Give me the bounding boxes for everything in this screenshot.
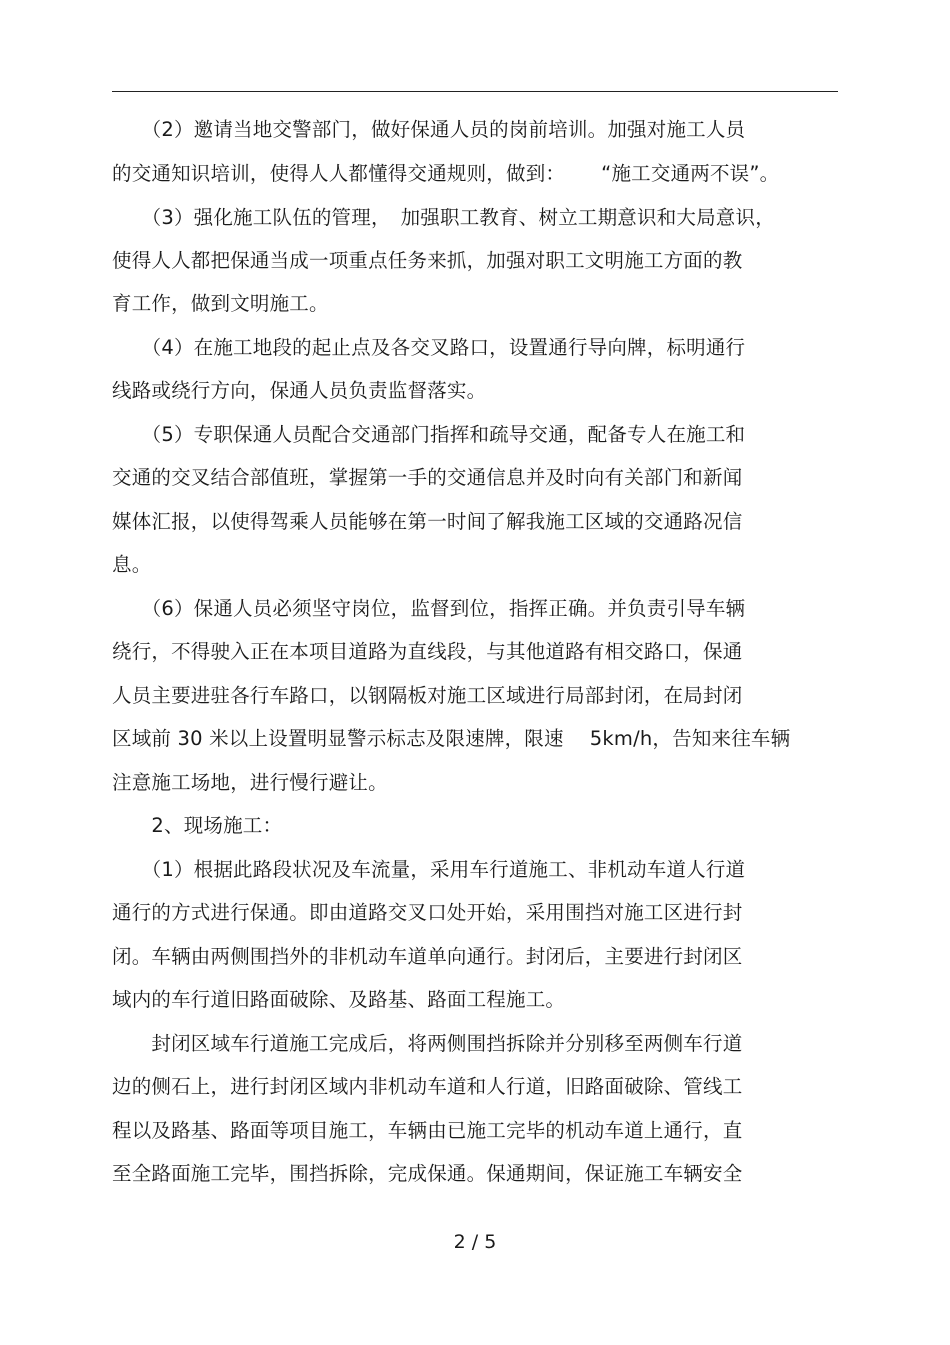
text-line: 通行的方式进行保通。即由道路交叉口处开始，采用围挡对施工区进行封 bbox=[112, 901, 743, 924]
page-number: 2 / 5 bbox=[453, 1231, 497, 1253]
text-line: （4）在施工地段的起止点及各交叉路口，设置通行导向牌，标明通行 bbox=[112, 336, 746, 359]
text-line: （6）保通人员必须坚守岗位，监督到位，指挥正确。并负责引导车辆 bbox=[112, 597, 746, 620]
text-line: （3）强化施工队伍的管理， 加强职工教育、树立工期意识和大局意识， bbox=[112, 206, 775, 229]
header-rule bbox=[112, 91, 838, 92]
text-line: （5）专职保通人员配合交通部门指挥和疏导交通，配备专人在施工和 bbox=[112, 423, 746, 446]
text-line: 交通的交叉结合部值班，掌握第一手的交通信息并及时向有关部门和新闻 bbox=[112, 466, 743, 489]
text-line: 至全路面施工完毕，围挡拆除，完成保通。保通期间，保证施工车辆安全 bbox=[112, 1162, 743, 1185]
text-line: 的交通知识培训，使得人人都懂得交通规则，做到： “施工交通两不误”。 bbox=[112, 162, 780, 185]
text-line: 边的侧石上，进行封闭区域内非机动车道和人行道，旧路面破除、管线工 bbox=[112, 1075, 743, 1098]
text-line: 育工作，做到文明施工。 bbox=[112, 292, 329, 315]
text-line: 注意施工场地，进行慢行避让。 bbox=[112, 771, 388, 794]
text-line: 媒体汇报，以使得驾乘人员能够在第一时间了解我施工区域的交通路况信 bbox=[112, 510, 743, 533]
text-line: 区域前 30 米以上设置明显警示标志及限速牌，限速 5km/h，告知来往车辆 bbox=[112, 727, 791, 750]
text-line: 封闭区域车行道施工完成后，将两侧围挡拆除并分别移至两侧车行道 bbox=[112, 1032, 743, 1055]
text-line: 人员主要进驻各行车路口，以钢隔板对施工区域进行局部封闭，在局封闭 bbox=[112, 684, 743, 707]
text-line: （1）根据此路段状况及车流量，采用车行道施工、非机动车道人行道 bbox=[112, 858, 746, 881]
text-line: 线路或绕行方向，保通人员负责监督落实。 bbox=[112, 379, 487, 402]
text-line: 息。 bbox=[112, 553, 152, 576]
text-line: 2、现场施工： bbox=[112, 814, 283, 837]
text-line: 域内的车行道旧路面破除、及路基、路面工程施工。 bbox=[112, 988, 566, 1011]
text-line: 使得人人都把保通当成一项重点任务来抓，加强对职工文明施工方面的教 bbox=[112, 249, 743, 272]
text-line: 绕行，不得驶入正在本项目道路为直线段，与其他道路有相交路口，保通 bbox=[112, 640, 743, 663]
text-line: （2）邀请当地交警部门，做好保通人员的岗前培训。加强对施工人员 bbox=[112, 118, 746, 141]
text-line: 闭。车辆由两侧围挡外的非机动车道单向通行。封闭后，主要进行封闭区 bbox=[112, 945, 743, 968]
text-line: 程以及路基、路面等项目施工，车辆由已施工完毕的机动车道上通行，直 bbox=[112, 1119, 743, 1142]
